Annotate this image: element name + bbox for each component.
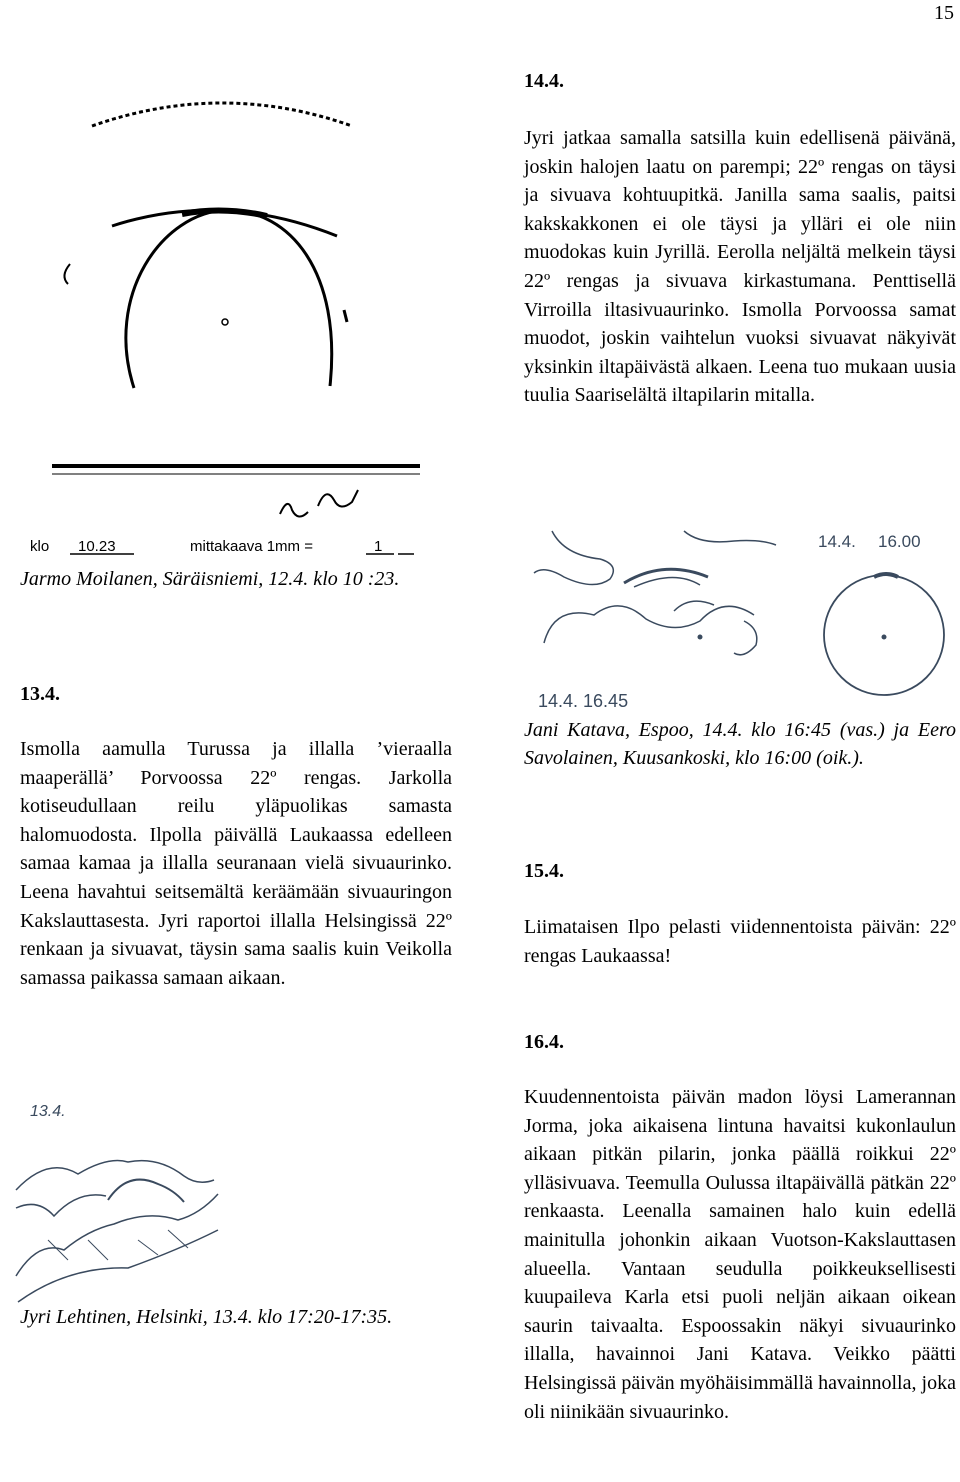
caption-katava-savolainen: Jani Katava, Espoo, 14.4. klo 16:45 (vas.) ja Eero Savolainen, Kuusankoski, klo 16:00 (oik.). (524, 719, 956, 769)
katava-sketch-drawing (524, 525, 782, 710)
savolainen-sketch-drawing (794, 515, 956, 707)
lehtinen-sketch-drawing (8, 1090, 220, 1308)
heading-16-4: 16.4. (524, 1031, 564, 1053)
heading-15-4: 15.4. (524, 860, 564, 882)
figure-lehtinen-sketch (8, 1090, 220, 1308)
figure-savolainen-sketch (794, 515, 956, 707)
entry-15-4-text: Liimataisen Ilpo pelasti viidennentoista päivän: 22º rengas Laukaassa! (524, 916, 956, 967)
heading-13-4: 13.4. (20, 683, 60, 705)
heading-14-4: 14.4. (524, 70, 564, 92)
time-label: klo (30, 538, 50, 555)
entry-16-4-text: Kuudennentoista päivän madon löysi Lamerannan Jorma, joka aikaisena lintuna havaitsi kukonlaulun aikaan pitkän pilarin, jonka päällä roikkui 22º ylläsivuava. Teemulla Oulussa iltapäivällä pätkän 22º renkaasta. Leenalla samainen halo kuin edellä mainitulla johonkin aikaan Vuotson-Kakslauttasen alueella. Vantaan seudulla poikkeuksellisesti kuupaileva Karla etsi puoli neljän aikaan oikean saurin taivaalta. Espoossakin näkyi sivuaurinko illalla, havainnoi Jani Katava. Veikko päätti Helsingissä päivän myöhäisimmällä havainnolla, joka oli niinikään sivuaurinko. (524, 1086, 956, 1423)
moilanen-halo-drawing (22, 86, 422, 558)
caption-lehtinen: Jyri Lehtinen, Helsinki, 13.4. klo 17:20-17:35. (20, 1306, 393, 1328)
page-number: 15 (934, 2, 954, 24)
katava-handwritten-label: 14.4. 16.45 (538, 691, 629, 710)
lehtinen-handwritten-label: 13.4. (30, 1103, 66, 1120)
caption-moilanen: Jarmo Moilanen, Säräisniemi, 12.4. klo 10 :23. (20, 568, 400, 590)
scale-label: mittakaava 1mm = (190, 538, 313, 555)
entry-14-4-text: Jyri jatkaa samalla satsilla kuin edellisenä päivänä, joskin halojen laatu on parempi; 22º rengas on täysi ja sivuava kohtuupitkä. Janilla sama saalis, paitsi kakskakkonen ei ole täysi ja ylläri ei ole niin muodokas kuin Jyrillä. Eerolla neljältä melkein täysi 22º rengas ja sivuava kirkastumana. Penttisellä Virroilla iltasivuaurinko. Ismolla Porvoossa samat muodot, joskin vaihtelun vuoksi sivuavat näkyivät yksinkin iltapäivästä alkaen. Leena tuo mukaan uusia tuulia Saariselältä iltapilarin mitalla. (524, 127, 956, 407)
savolainen-handwritten-date: 14.4. (818, 532, 856, 551)
time-value: 10.23 (78, 538, 116, 555)
entry-13-4-text: Ismolla aamulla Turussa ja illalla ’vieraalla maaperällä’ Porvoossa 22º rengas. Jarkolla kotiseudullaan reilu yläpuolikas samasta halomuodosta. Ilpolla päivällä Laukaassa edelleen samaa kamaa ja illalla seuranaan vielä sivuaurinko. Leena havahtui seitsemältä keräämään sivuauringon Kakslauttasesta. Jyri raportoi illalla Helsingissä 22º renkaan ja sivuavat, täysin sama saalis kuin Veikolla samassa paikassa samaan aikaan. (20, 738, 452, 989)
savolainen-handwritten-time: 16.00 (878, 532, 921, 551)
figure-moilanen-halo (22, 86, 422, 558)
figure-katava-sketch (524, 525, 782, 710)
scale-value: 1 (374, 538, 383, 555)
